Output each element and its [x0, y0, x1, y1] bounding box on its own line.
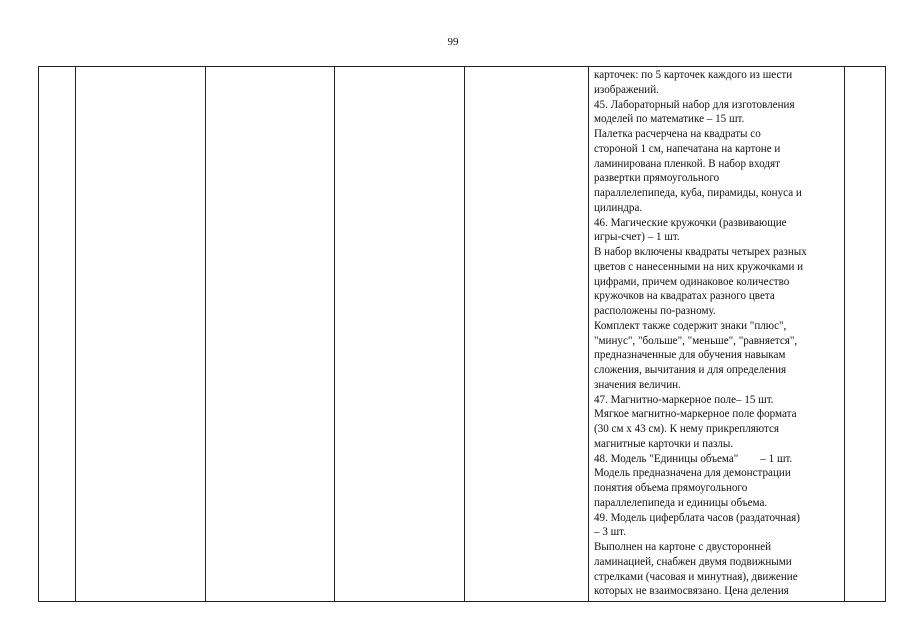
- item-48-title: 48. Модель "Единицы объема": [594, 452, 739, 465]
- text-line: Комплект также содержит знаки "плюс",: [594, 319, 787, 332]
- text-line: развертки прямоугольного: [594, 172, 720, 185]
- text-line: Выполнен на картоне с двусторонней: [594, 541, 772, 553]
- text-line: Модель предназначена для демонстрации: [594, 467, 791, 480]
- text-line: магнитные карточки и пазлы.: [594, 437, 734, 450]
- text-line: В набор включены квадраты четырех разных: [594, 246, 807, 258]
- table-row: [39, 67, 886, 602]
- text-line: Палетка расчерчена на квадраты со: [594, 128, 761, 140]
- item-47-title: 47. Магнитно-маркерное поле– 15 шт.: [594, 393, 774, 406]
- text-line: цилиндра.: [594, 201, 643, 214]
- text-line: стороной 1 см, напечатана на картоне и: [594, 142, 781, 155]
- text-line: игры-счет) – 1 шт.: [594, 231, 680, 244]
- text-line: параллелепипеда и единицы объема.: [594, 496, 768, 509]
- text-line: цифрами, причем одинаковое количество: [594, 275, 790, 288]
- document-table: [38, 66, 886, 602]
- text-line: цветов с нанесенными на них кружочками и: [594, 260, 804, 273]
- table-cell-col-7: [845, 67, 886, 602]
- table-cell-col-1: [39, 67, 76, 602]
- table-cell-col-5: [465, 67, 589, 602]
- text-line: ламинирована пленкой. В набор входят: [594, 157, 780, 170]
- text-line: понятия объема прямоугольного: [594, 482, 748, 494]
- page-number: 99: [447, 36, 459, 48]
- text-line: расположены по-разному.: [594, 305, 716, 317]
- text-line: "минус", "больше", "меньше", "равняется",: [594, 334, 798, 347]
- table-cell-col-4: [335, 67, 465, 602]
- text-line: ламинацией, снабжен двумя подвижными: [594, 555, 792, 568]
- text-line: стрелками (часовая и минутная), движение: [594, 570, 798, 583]
- item-49-title: 49. Модель циферблата часов (раздаточная): [594, 511, 800, 524]
- text-line: сложения, вычитания и для определения: [594, 364, 787, 376]
- text-line: параллелепипеда, куба, пирамиды, конуса и: [594, 187, 802, 199]
- item-48-quantity: – 1 шт.: [760, 452, 793, 465]
- text-line: – 3 шт.: [594, 526, 626, 539]
- text-line: (30 см х 43 см). К нему прикрепляются: [594, 423, 780, 435]
- item-46-title: 46. Магические кружочки (развивающие: [594, 216, 787, 229]
- text-line: карточек: по 5 карточек каждого из шести: [594, 69, 793, 81]
- item-48-title-line: [594, 452, 842, 467]
- text-line: изображений.: [594, 83, 659, 96]
- table-cell-col-3: [206, 67, 335, 602]
- table-cell-description: [589, 67, 845, 602]
- description-text: [594, 68, 842, 599]
- text-line: значения величин.: [594, 378, 681, 391]
- text-line: предназначенные для обучения навыкам: [594, 349, 786, 362]
- item-45-title: 45. Лабораторный набор для изготовления: [594, 98, 795, 111]
- text-line: моделей по математике – 15 шт.: [594, 113, 745, 126]
- text-line: кружочков на квадратах разного цвета: [594, 290, 775, 303]
- text-line: которых не взаимосвязано. Цена деления: [594, 585, 789, 598]
- text-line: Мягкое магнитно-маркерное поле формата: [594, 408, 797, 421]
- table-cell-col-2: [76, 67, 206, 602]
